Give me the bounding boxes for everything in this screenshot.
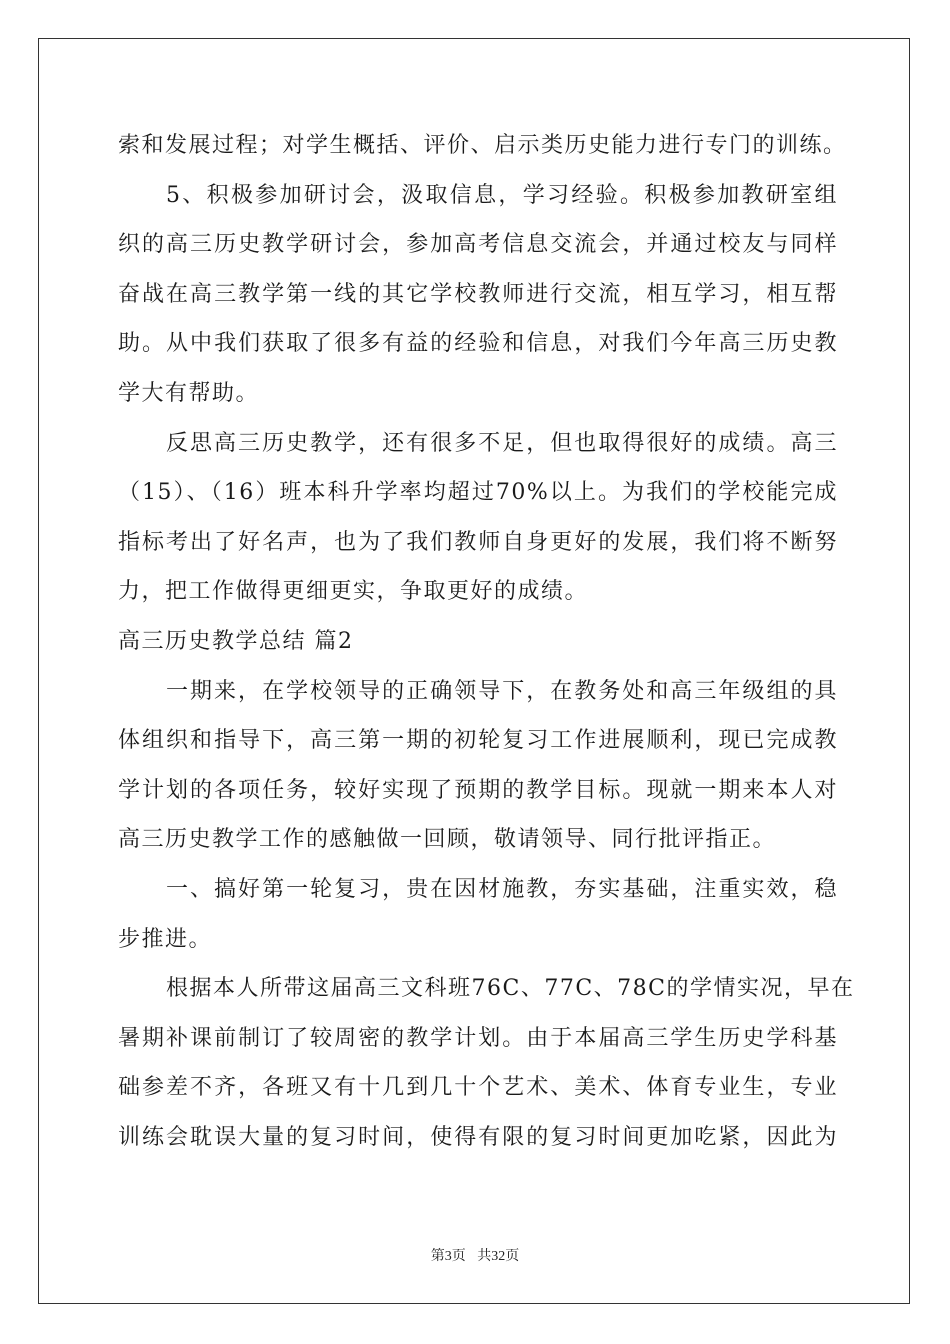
- text-line: 础参差不齐，各班又有十几到几十个艺术、美术、体育专业生，专业: [118, 1075, 838, 1101]
- text-line: 力，把工作做得更细更实，争取更好的成绩。: [118, 579, 589, 605]
- text-line: 步推进。: [118, 926, 213, 952]
- text-line: 体组织和指导下，高三第一期的初轮复习工作进展顺利，现已完成教: [118, 728, 838, 754]
- section-heading: 高三历史教学总结 篇2: [118, 628, 354, 654]
- text-line: （15）、（16）班本科升学率均超过70%以上。为我们的学校能完成: [118, 480, 838, 506]
- page-total: 共32页: [477, 1249, 520, 1264]
- text-line: 一期来，在学校领导的正确领导下，在教务处和高三年级组的具: [166, 678, 838, 704]
- page-footer: [0, 1245, 950, 1265]
- text-line: 5、积极参加研讨会，汲取信息，学习经验。积极参加教研室组: [166, 182, 838, 208]
- text-line: 反思高三历史教学，还有很多不足，但也取得很好的成绩。高三: [166, 430, 838, 456]
- text-line: 织的高三历史教学研讨会，参加高考信息交流会，并通过校友与同样: [118, 232, 838, 258]
- text-line: 训练会耽误大量的复习时间，使得有限的复习时间更加吃紧，因此为: [118, 1124, 838, 1150]
- text-line: 助。从中我们获取了很多有益的经验和信息，对我们今年高三历史教: [118, 331, 838, 357]
- text-line: 学大有帮助。: [118, 380, 260, 406]
- text-line: 指标考出了好名声，也为了我们教师自身更好的发展，我们将不断努: [118, 529, 838, 555]
- text-line: 索和发展过程；对学生概括、评价、启示类历史能力进行专门的训练。: [118, 133, 847, 158]
- text-line: 一、搞好第一轮复习，贵在因材施教，夯实基础，注重实效，稳: [166, 876, 838, 902]
- text-line: 学计划的各项任务，较好实现了预期的教学目标。现就一期来本人对: [118, 777, 838, 803]
- text-line: 奋战在高三教学第一线的其它学校教师进行交流，相互学习，相互帮: [118, 281, 838, 307]
- page-number: 第3页: [430, 1249, 466, 1264]
- text-line: 高三历史教学工作的感触做一回顾，敬请领导、同行批评指正。: [118, 827, 777, 853]
- document-body: [118, 126, 855, 1167]
- text-line: 暑期补课前制订了较周密的教学计划。由于本届高三学生历史学科基: [118, 1025, 838, 1051]
- text-line: 根据本人所带这届高三文科班76C、77C、78C的学情实况，早在: [166, 976, 855, 1002]
